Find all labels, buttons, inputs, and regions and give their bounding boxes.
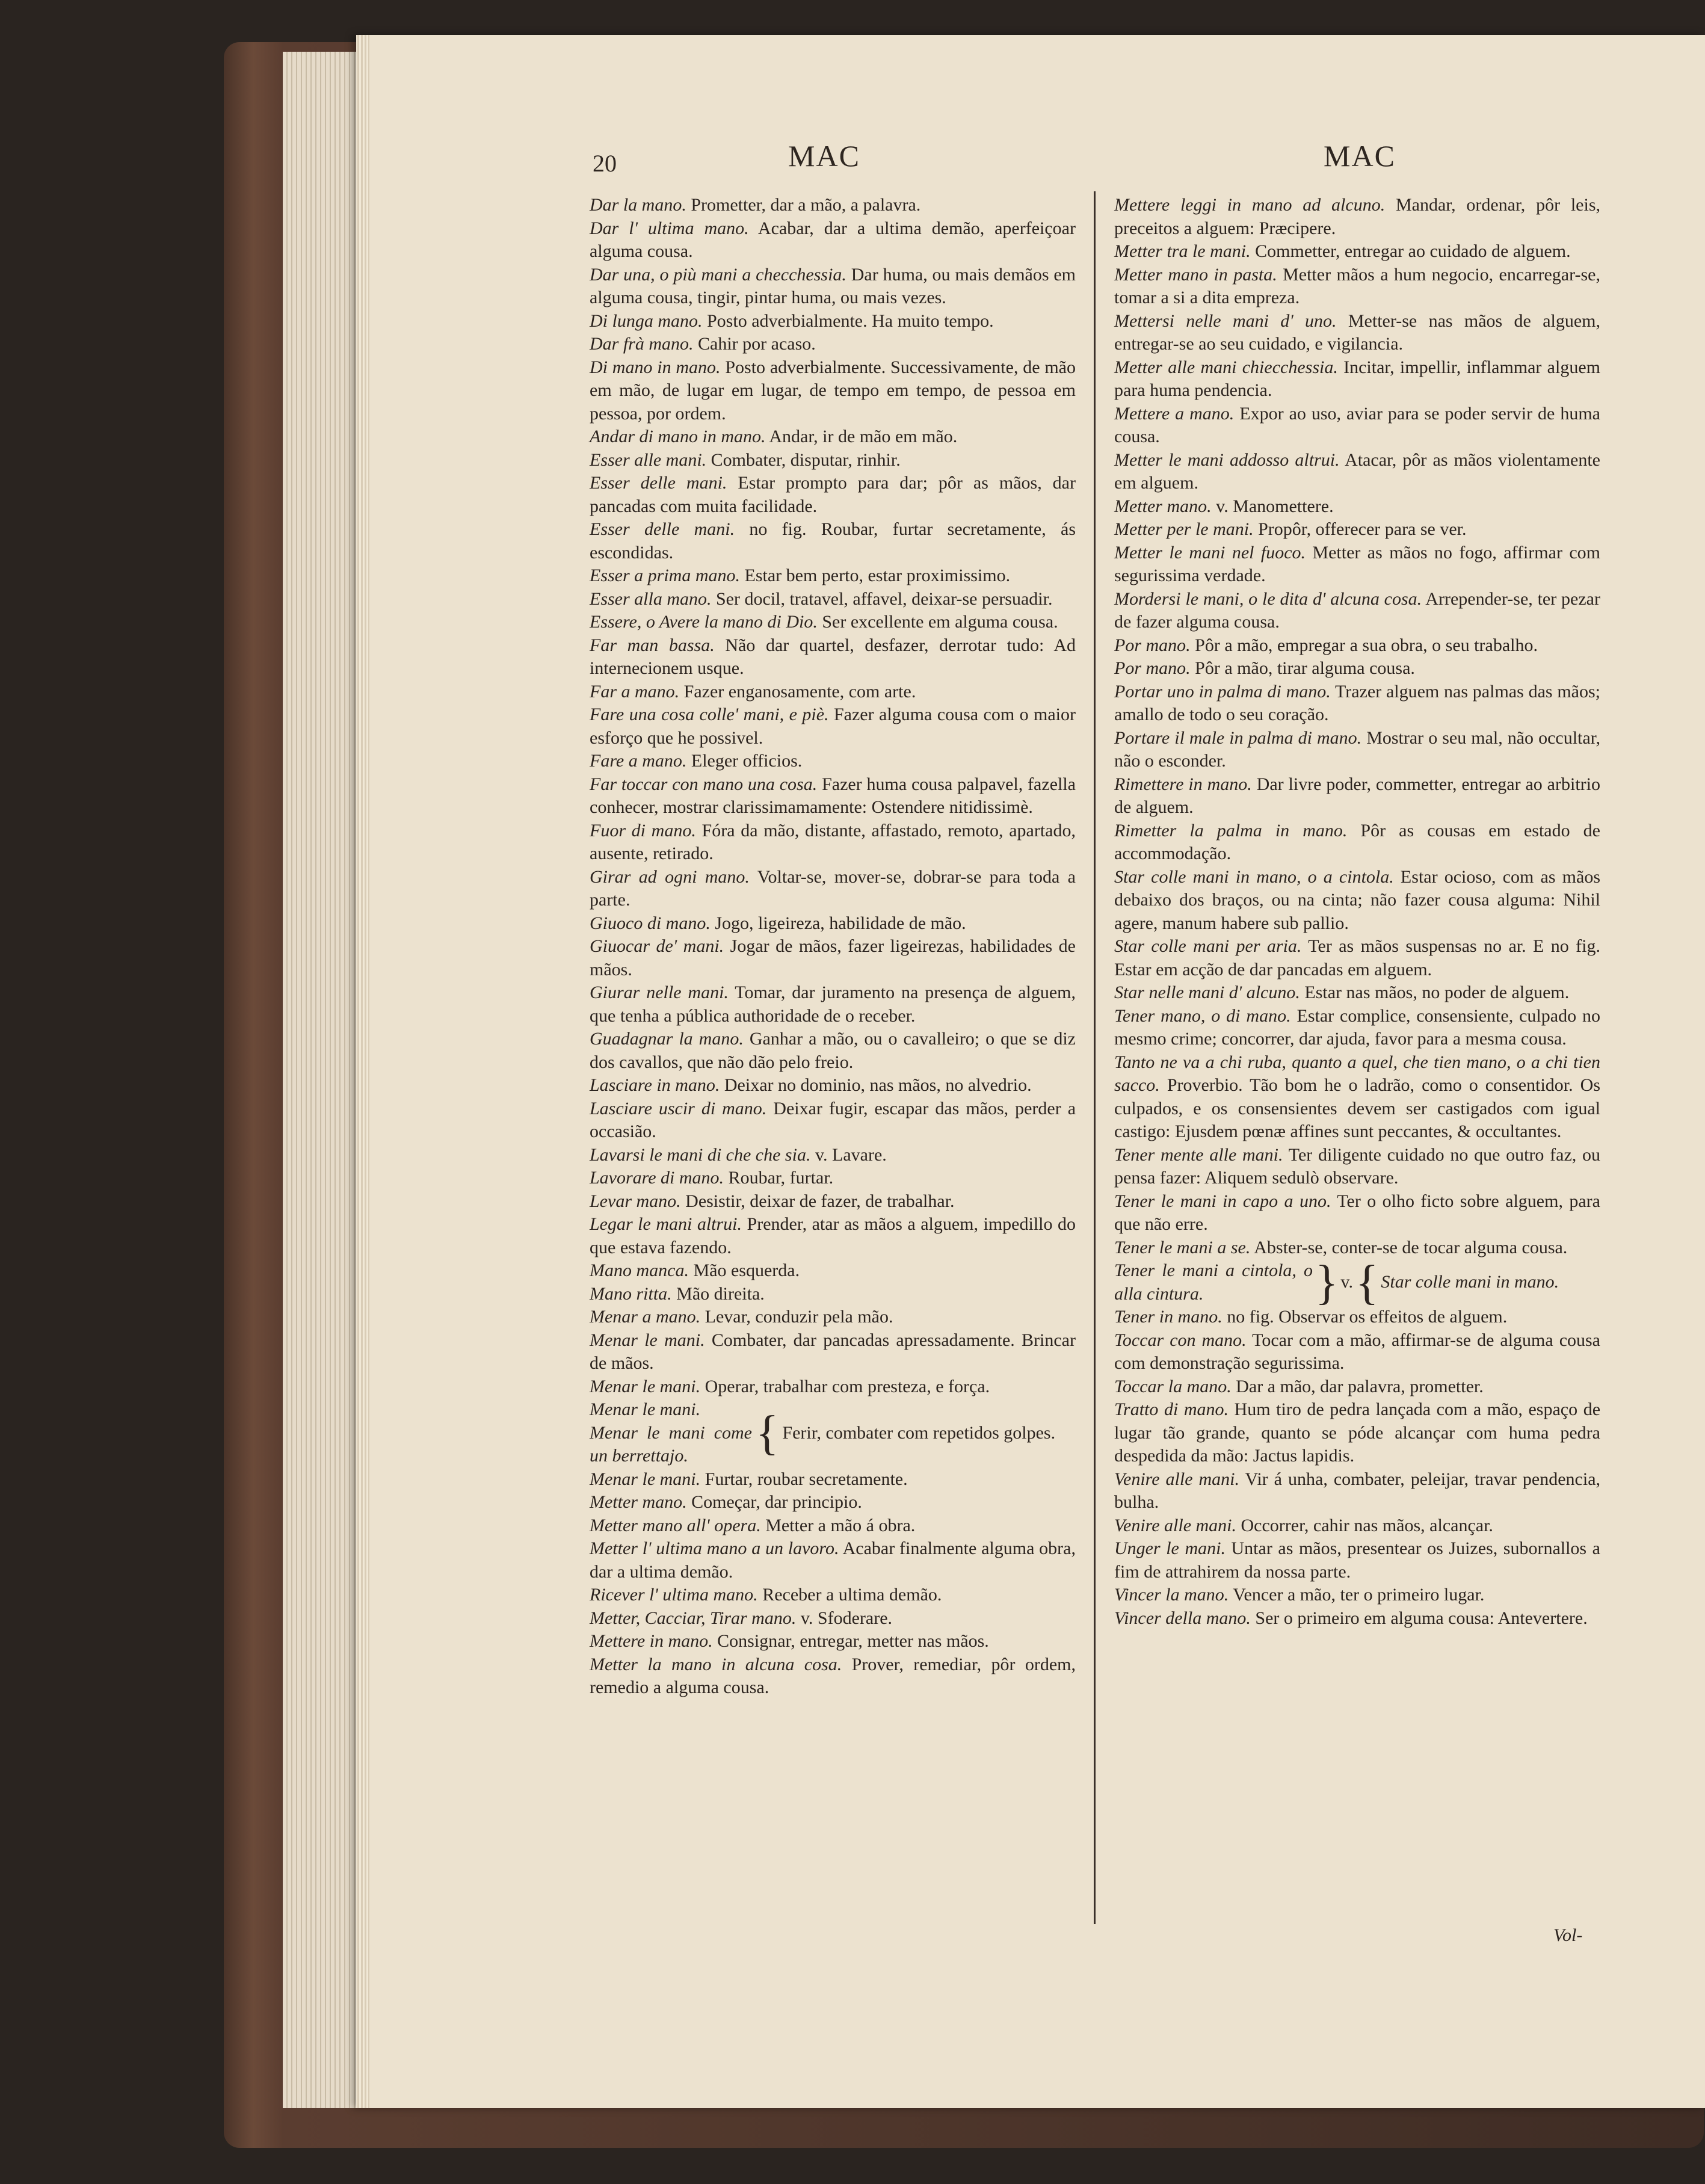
entry-definition: Ser docil, tratavel, affavel, deixar-se persuadir. xyxy=(711,588,1053,609)
brace-terms xyxy=(590,1398,752,1468)
entry-definition: Tocar com a mão, affirmar-se de alguma cousa com demonstração segurissima. xyxy=(1114,1330,1600,1373)
entry-term: Dar la mano. xyxy=(590,195,686,215)
dictionary-entry xyxy=(590,1283,1076,1306)
dictionary-entry xyxy=(590,1653,1076,1700)
dictionary-entry xyxy=(1114,588,1600,634)
entry-definition: v. Lavare. xyxy=(810,1144,887,1165)
entry-term: Menar le mani. xyxy=(590,1469,701,1489)
entry-term: Mordersi le mani, o le dita d' alcuna cosa. xyxy=(1114,588,1422,609)
brace-glyph: { xyxy=(756,1406,779,1460)
entry-definition: Ferir, combater com repetidos golpes. xyxy=(782,1422,1056,1443)
dictionary-entry xyxy=(1114,403,1600,449)
entry-definition: Estar complice, consensiente, culpado no mesmo crime; concorrer, dar ajuda, favor para a mesma cousa. xyxy=(1114,1005,1601,1049)
entry-term: Metter mano all' opera. xyxy=(590,1515,761,1535)
column-divider xyxy=(1094,191,1096,1924)
entry-term: Esser alle mani. xyxy=(590,449,707,470)
dictionary-entry xyxy=(1114,657,1600,680)
entry-definition: Voltar-se, mover-se, dobrar-se para toda a parte. xyxy=(590,866,1076,910)
see-reference: v. xyxy=(1340,1272,1353,1292)
dictionary-entry xyxy=(590,703,1076,750)
entry-term: Levar mano. xyxy=(590,1191,681,1211)
entry-term: Menar a mano. xyxy=(590,1307,701,1327)
brace-glyph: } xyxy=(1315,1256,1339,1309)
entry-definition: Ter diligente cuidado no que outro faz, ou pensa fazer: Aliquem sedulò observare. xyxy=(1114,1144,1600,1188)
entry-term: Metter mano. xyxy=(1114,496,1212,516)
entry-definition: Hum tiro de pedra lançada com a mão, espaço de lugar tão grande, quanto se póde alcançar com huma pedra despedida da mão: Jactus lapidis. xyxy=(1114,1399,1601,1466)
entry-term: Rimettere in mano. xyxy=(1114,774,1252,794)
entry-term: Dar l' ultima mano. xyxy=(590,218,749,238)
page-number: 20 xyxy=(593,150,617,177)
entry-definition: Andar, ir de mão em mão. xyxy=(765,427,958,446)
dictionary-entry xyxy=(590,1491,1076,1514)
entry-term: Lavorare di mano. xyxy=(590,1168,724,1188)
dictionary-entry xyxy=(1114,1375,1600,1399)
entry-term: Rimetter la palma in mano. xyxy=(1114,820,1348,841)
entry-definition: no fig. Observar os effeitos de alguem. xyxy=(1222,1307,1508,1327)
entry-definition: Mão direita. xyxy=(671,1283,765,1304)
entry-term: Far toccar con mano una cosa. xyxy=(590,774,818,794)
entry-definition: no fig. Roubar, furtar secretamente, ás escondidas. xyxy=(590,519,1076,563)
entry-term: Por mano. xyxy=(1114,658,1191,678)
dictionary-entry xyxy=(1114,541,1600,588)
brace-entry xyxy=(1114,1256,1600,1309)
dictionary-entry xyxy=(590,1514,1076,1538)
entry-term: Metter l' ultima mano a un lavoro. xyxy=(590,1538,839,1558)
entry-term: Metter, Cacciar, Tirar mano. xyxy=(590,1608,797,1628)
dictionary-entry xyxy=(590,564,1076,588)
dictionary-entry xyxy=(1114,310,1600,356)
left-running-head: MAC xyxy=(788,139,860,173)
entry-definition: Commetter, entregar ao cuidado de alguem. xyxy=(1250,241,1571,261)
entry-definition: Jogar de mãos, fazer ligeirezas, habilidades de mãos. xyxy=(590,936,1076,979)
dictionary-entry xyxy=(1114,935,1600,981)
entry-definition: Deixar fugir, escapar das mãos, perder a occasião. xyxy=(590,1098,1076,1141)
entry-term: Giuocar de' mani. xyxy=(590,936,724,956)
entry-term: Lasciare uscir di mano. xyxy=(590,1098,767,1118)
entry-definition: Metter-se nas mãos de alguem, entregar-se ao seu cuidado, e vigilancia. xyxy=(1114,310,1600,354)
dictionary-entry xyxy=(590,1213,1076,1259)
dictionary-entry xyxy=(590,264,1076,310)
dictionary-entry xyxy=(1114,194,1600,240)
entry-term: Esser delle mani. xyxy=(590,473,727,493)
dictionary-entry xyxy=(590,217,1076,264)
entry-term: Giuoco di mano. xyxy=(590,913,711,933)
entry-term: Por mano. xyxy=(1114,635,1191,655)
dictionary-entry xyxy=(1114,1005,1600,1051)
entry-term: Di lunga mano. xyxy=(590,310,703,331)
dictionary-entry xyxy=(590,1144,1076,1167)
entry-definition: Atacar, pôr as mãos violentamente em alguem. xyxy=(1114,449,1600,493)
entry-term: Metter mano. xyxy=(590,1492,687,1512)
entry-definition: Não dar quartel, desfazer, derrotar tudo: Ad internecionem usque. xyxy=(590,635,1076,678)
entry-term: Vincer la mano. xyxy=(1114,1585,1229,1605)
dictionary-entry xyxy=(1114,680,1600,727)
dictionary-entry xyxy=(590,773,1076,819)
right-running-head: MAC xyxy=(1324,139,1396,173)
entry-definition: Estar ocioso, com as mãos debaixo dos braços, ou na cinta; não fazer cousa alguma: Nihil agere, manum habere sub pallio. xyxy=(1114,866,1600,933)
entry-term: Toccar la mano. xyxy=(1114,1376,1232,1396)
entry-term: Mettere in mano. xyxy=(590,1631,713,1651)
entry-term: Girar ad ogni mano. xyxy=(590,866,750,887)
entry-term: Lasciare in mano. xyxy=(590,1075,720,1095)
entry-definition: Prender, atar as mãos a alguem, impedillo do que estava fazendo. xyxy=(590,1214,1076,1257)
entry-term: Vincer della mano. xyxy=(1114,1608,1251,1628)
entry-definition: Tomar, dar juramento na presença de alguem, que tenha a pública authoridade de o receber. xyxy=(590,982,1076,1026)
entry-definition: Metter mãos a hum negocio, encarregar-se, tomar a si a dita empreza. xyxy=(1114,264,1600,307)
entry-term: Esser alla mano. xyxy=(590,588,712,609)
entry-definition: Acabar, dar a ultima demão, aperfeiçoar alguma cousa. xyxy=(590,218,1076,261)
entry-term: Tener in mano. xyxy=(1114,1307,1222,1327)
dictionary-entry xyxy=(1114,1306,1600,1329)
dictionary-entry xyxy=(1114,495,1600,519)
entry-term: Mano ritta. xyxy=(590,1283,672,1304)
dictionary-entry xyxy=(590,356,1076,426)
dictionary-entry xyxy=(590,981,1076,1028)
dictionary-entry xyxy=(590,634,1076,680)
entry-term: Metter le mani addosso altrui. xyxy=(1114,449,1340,470)
dictionary-entry xyxy=(1114,1329,1600,1375)
dictionary-entry xyxy=(590,1375,1076,1399)
dictionary-entry xyxy=(1114,1607,1600,1630)
entry-term: Far man bassa. xyxy=(590,635,715,655)
entry-term: Menar le mani. xyxy=(590,1330,705,1350)
entry-term: Mettersi nelle mani d' uno. xyxy=(1114,310,1337,331)
entry-definition: Combater, dar pancadas apressadamente. Brincar de mãos. xyxy=(590,1330,1076,1373)
entry-term: Essere, o Avere la mano di Dio. xyxy=(590,612,818,632)
entry-term: Fare una cosa colle' mani, e piè. xyxy=(590,705,829,724)
entry-term: Metter la mano in alcuna cosa. xyxy=(590,1654,842,1674)
dictionary-entry xyxy=(1114,634,1600,658)
entry-term: Tener mano, o di mano. xyxy=(1114,1005,1291,1026)
entry-definition: Estar bem perto, estar proximissimo. xyxy=(740,566,1011,585)
entry-definition: Acabar finalmente alguma obra, dar a ultima demão. xyxy=(590,1538,1076,1582)
dictionary-entry xyxy=(590,1190,1076,1214)
left-column xyxy=(590,194,1076,1700)
entry-term: Far a mano. xyxy=(590,681,680,702)
entry-definition: Mostrar o seu mal, não occultar, não o esconder. xyxy=(1114,727,1600,771)
dictionary-entry xyxy=(590,518,1076,564)
entry-term: Fare a mano. xyxy=(590,751,687,771)
dictionary-entry xyxy=(590,1329,1076,1375)
entry-term: Unger le mani. xyxy=(1114,1538,1226,1558)
entry-definition: Dar huma, ou mais demãos em alguma cousa, tingir, pintar huma, ou mais vezes. xyxy=(590,264,1076,307)
dictionary-entry xyxy=(590,425,1076,449)
entry-term: Mano manca. xyxy=(590,1260,689,1280)
dictionary-entry xyxy=(590,750,1076,773)
entry-definition: Expor ao uso, aviar para se poder servir de huma cousa. xyxy=(1114,403,1600,446)
dictionary-entry xyxy=(590,1584,1076,1607)
dictionary-entry xyxy=(1114,356,1600,403)
entry-term: Tener le mani in capo a uno. xyxy=(1114,1191,1331,1211)
entry-definition: Ser excellente em alguma cousa. xyxy=(817,612,1058,632)
entry-term: Star colle mani in mano, o a cintola. xyxy=(1114,866,1394,887)
dictionary-entry xyxy=(590,1097,1076,1144)
dictionary-entry xyxy=(590,1167,1076,1190)
entry-definition: Receber a ultima demão. xyxy=(757,1585,942,1605)
entry-definition: Deixar no dominio, nas mãos, no alvedrio. xyxy=(720,1075,1032,1095)
entry-definition: Trazer alguem nas palmas das mãos; amallo de todo o seu coração. xyxy=(1114,681,1600,724)
entry-definition: Untar as mãos, presentear os Juizes, subornallos a fim de attrahirem da nossa parte. xyxy=(1114,1538,1600,1582)
entry-term: Andar di mano in mano. xyxy=(590,427,766,446)
entry-definition: v. Manomettere. xyxy=(1211,496,1334,516)
entry-definition: Levar, conduzir pela mão. xyxy=(700,1307,893,1327)
entry-term: Mettere leggi in mano ad alcuno. xyxy=(1114,195,1386,215)
entry-definition: Occorrer, cahir nas mãos, alcançar. xyxy=(1236,1515,1493,1535)
entry-definition: Propôr, offerecer para se ver. xyxy=(1253,519,1467,539)
entry-definition: Fazer enganosamente, com arte. xyxy=(679,681,916,702)
dictionary-entry xyxy=(590,1074,1076,1097)
entry-term: Tener mente alle mani. xyxy=(1114,1144,1283,1165)
entry-definition: Pôr as cousas em estado de accommodação. xyxy=(1114,820,1600,863)
entry-term: Ricever l' ultima mano. xyxy=(590,1585,758,1605)
dictionary-entry xyxy=(1114,1398,1600,1468)
dictionary-entry xyxy=(590,472,1076,518)
entry-term: Portare il male in palma di mano. xyxy=(1114,727,1362,748)
entry-term: Star colle mani in mano. xyxy=(1381,1272,1559,1292)
entry-term: Dar una, o più mani a checchessia. xyxy=(590,264,846,285)
dictionary-entry xyxy=(1114,449,1600,495)
entry-definition: Estar nas mãos, no poder de alguem. xyxy=(1300,982,1570,1002)
dictionary-entry xyxy=(590,1607,1076,1630)
entry-definition: Jogo, ligeireza, habilidade de mão. xyxy=(710,913,966,933)
entry-definition: Consignar, entregar, metter nas mãos. xyxy=(712,1631,989,1651)
entry-definition: Ser o primeiro em alguma cousa: Antevertere. xyxy=(1250,1608,1588,1628)
entry-term: Metter per le mani. xyxy=(1114,519,1254,539)
entry-term: Venire alle mani. xyxy=(1114,1469,1240,1489)
dictionary-entry xyxy=(590,611,1076,634)
dictionary-entry xyxy=(1114,264,1600,310)
entry-definition: Posto adverbialmente. Ha muito tempo. xyxy=(702,310,994,331)
dictionary-entry xyxy=(590,912,1076,936)
entry-term: Metter tra le mani. xyxy=(1114,241,1251,261)
entry-definition: Proverbio. Tão bom he o ladrão, como o consentidor. Os culpados, e os consensientes devem ser castigados com igual castigo: Ejusdem pœnæ affines sunt peccantes, & occultantes. xyxy=(1114,1075,1600,1141)
dictionary-entry xyxy=(590,333,1076,356)
entry-definition: Operar, trabalhar com presteza, e força. xyxy=(700,1376,990,1396)
entry-definition: v. Sfoderare. xyxy=(796,1608,893,1628)
entry-term: Star colle mani per aria. xyxy=(1114,936,1302,956)
entry-term: Tratto di mano. xyxy=(1114,1399,1229,1419)
dictionary-entry xyxy=(1114,1051,1600,1144)
dictionary-entry xyxy=(1114,981,1600,1005)
entry-term: Esser a prima mano. xyxy=(590,566,741,585)
entry-term: Lavarsi le mani di che che sia. xyxy=(590,1144,811,1165)
dictionary-entry xyxy=(1114,727,1600,773)
page-stack xyxy=(357,35,369,2108)
entry-definition: Pôr a mão, empregar a sua obra, o seu trabalho. xyxy=(1190,635,1538,655)
brace-entry xyxy=(590,1398,1076,1468)
entry-definition: Pôr a mão, tirar alguma cousa. xyxy=(1190,658,1415,678)
entry-definition: Eleger officios. xyxy=(686,751,803,771)
dictionary-entry xyxy=(590,1537,1076,1584)
entry-term: Venire alle mani. xyxy=(1114,1515,1237,1535)
dictionary-entry xyxy=(590,194,1076,217)
dictionary-entry xyxy=(1114,1190,1600,1236)
entry-definition: Prometter, dar a mão, a palavra. xyxy=(686,195,921,215)
dictionary-entry xyxy=(1114,240,1600,264)
entry-term: Guadagnar la mano. xyxy=(590,1029,744,1049)
entry-term: Metter mano in pasta. xyxy=(1114,264,1277,285)
entry-term: Giurar nelle mani. xyxy=(590,982,729,1002)
entry-definition: Estar prompto para dar; pôr as mãos, dar pancadas com muita facilidade. xyxy=(590,473,1076,516)
entry-definition: Roubar, furtar. xyxy=(724,1168,834,1188)
entry-term: Metter alle mani chiecchessia. xyxy=(1114,357,1338,377)
dictionary-entry xyxy=(590,1306,1076,1329)
dictionary-entry xyxy=(1114,1144,1600,1190)
entry-definition: Ganhar a mão, ou o cavalleiro; o que se diz dos cavallos, que não dão pelo freio. xyxy=(590,1029,1076,1072)
entry-term: Toccar con mano. xyxy=(1114,1330,1247,1350)
entry-definition: Começar, dar principio. xyxy=(686,1492,862,1512)
entry-term: Menar le mani come un berrettajo. xyxy=(590,1422,752,1466)
dictionary-entry xyxy=(1114,1468,1600,1514)
entry-term: Metter le mani nel fuoco. xyxy=(1114,542,1306,563)
dictionary-entry xyxy=(590,935,1076,981)
dictionary-entry xyxy=(590,1028,1076,1074)
entry-definition: Posto adverbialmente. Successivamente, de mão em mão, de lugar em lugar, de tempo em tempo, de pessoa em pessoa, por ordem. xyxy=(590,357,1076,424)
entry-term: Tanto ne va a chi ruba, quanto a quel, che tien mano, o a chi tien sacco. xyxy=(1114,1052,1600,1095)
entry-definition: Desistir, deixar de fazer, de trabalhar. xyxy=(680,1191,955,1211)
entry-term: Tener le mani a cintola, o alla cintura. xyxy=(1114,1260,1313,1304)
entry-term: Star nelle mani d' alcuno. xyxy=(1114,982,1300,1002)
dictionary-entry xyxy=(590,1468,1076,1491)
brace-glyph: { xyxy=(1355,1256,1379,1309)
dictionary-entry xyxy=(1114,518,1600,541)
entry-term: Legar le mani altrui. xyxy=(590,1214,742,1234)
catchword: Vol- xyxy=(1553,1925,1583,1945)
entry-term: Menar le mani. xyxy=(590,1376,701,1396)
entry-term: Menar le mani. xyxy=(590,1399,701,1419)
dictionary-entry xyxy=(590,1630,1076,1653)
dictionary-entry xyxy=(590,310,1076,333)
entry-definition: Metter a mão á obra. xyxy=(760,1515,916,1535)
entry-definition: Fazer huma cousa palpavel, fazella conhecer, mostrar clarissimamamente: Ostendere nitidissimè. xyxy=(590,774,1076,817)
entry-term: Dar frà mano. xyxy=(590,334,694,354)
entry-definition: Fóra da mão, distante, affastado, remoto, apartado, ausente, retirado. xyxy=(590,820,1076,863)
entry-term: Fuor di mano. xyxy=(590,820,696,841)
dictionary-entry xyxy=(590,588,1076,611)
dictionary-entry xyxy=(590,1259,1076,1283)
entry-term: Esser delle mani. xyxy=(590,519,735,539)
dictionary-entry xyxy=(1114,1514,1600,1538)
dictionary-entry xyxy=(590,866,1076,912)
entry-definition: Dar a mão, dar palavra, prometter. xyxy=(1231,1376,1484,1396)
entry-definition: Ter o olho ficto sobre alguem, para que não erre. xyxy=(1114,1191,1600,1234)
entry-definition: Dar livre poder, commetter, entregar ao arbitrio de alguem. xyxy=(1114,774,1600,817)
entry-term: Mettere a mano. xyxy=(1114,403,1235,424)
entry-definition: Incitar, impellir, inflammar alguem para huma pendencia. xyxy=(1114,357,1600,400)
dictionary-entry xyxy=(590,449,1076,472)
entry-definition: Prover, remediar, pôr ordem, remedio a alguma cousa. xyxy=(590,1654,1076,1697)
entry-definition: Vir á unha, combater, peleijar, travar pendencia, bulha. xyxy=(1114,1469,1601,1512)
entry-definition: Abster-se, conter-se de tocar alguma cousa. xyxy=(1250,1237,1568,1257)
entry-definition: Cahir por acaso. xyxy=(693,334,816,354)
entry-term: Di mano in mano. xyxy=(590,357,721,377)
entry-definition: Ter as mãos suspensas no ar. E no fig. Estar em acção de dar pancadas em alguem. xyxy=(1114,936,1600,979)
entry-definition: Fazer alguma cousa com o maior esforço que he possivel. xyxy=(590,705,1076,748)
right-column xyxy=(1114,194,1600,1630)
entry-definition: Vencer a mão, ter o primeiro lugar. xyxy=(1229,1585,1485,1605)
entry-definition: Metter as mãos no fogo, affirmar com segurissima verdade. xyxy=(1114,542,1600,585)
dictionary-entry xyxy=(590,680,1076,704)
dictionary-entry xyxy=(1114,819,1600,866)
entry-definition: Furtar, roubar secretamente. xyxy=(700,1469,908,1489)
entry-term: Portar uno in palma di mano. xyxy=(1114,681,1331,702)
entry-definition: Arrepender-se, ter pezar de fazer alguma cousa. xyxy=(1114,588,1600,632)
entry-definition: Mandar, ordenar, pôr leis, preceitos a alguem: Præcipere. xyxy=(1114,195,1600,238)
entry-definition: Mão esquerda. xyxy=(688,1260,800,1280)
dictionary-entry xyxy=(1114,1584,1600,1607)
entry-term: Tener le mani a se. xyxy=(1114,1237,1251,1257)
dictionary-entry xyxy=(1114,866,1600,936)
dictionary-entry xyxy=(1114,773,1600,819)
dictionary-entry xyxy=(1114,1537,1600,1584)
dictionary-entry xyxy=(590,819,1076,866)
entry-definition: Combater, disputar, rinhir. xyxy=(706,449,901,470)
